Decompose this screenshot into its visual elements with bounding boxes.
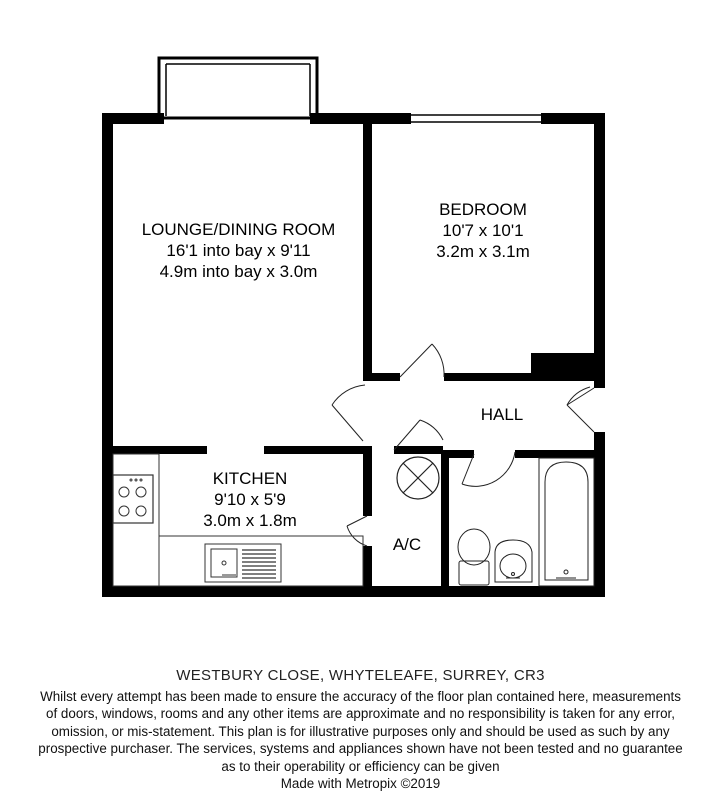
hob	[113, 475, 153, 523]
kitchen-imperial: 9'10 x 5'9	[214, 490, 286, 509]
bath-icon	[539, 458, 594, 586]
lounge-imperial: 16'1 into bay x 9'11	[166, 241, 311, 260]
drainer	[242, 550, 276, 578]
cylinder-icon	[397, 457, 439, 499]
kitchen-label	[160, 468, 340, 531]
bedroom-name: BEDROOM	[439, 200, 527, 219]
disclaimer-line: of doors, windows, rooms and any other items are approximate and no responsibility is taken for any error,	[46, 706, 675, 722]
property-address: WESTBURY CLOSE, WHYTELEAFE, SURREY, CR3	[176, 667, 545, 684]
kitchen-metric: 3.0m x 1.8m	[203, 511, 297, 530]
basin-icon	[495, 540, 532, 582]
bathroom-fixtures	[458, 458, 594, 586]
ac-label	[376, 534, 438, 555]
disclaimer-line: omission, or mis-statement. This plan is for illustrative purposes only and should be used as such by any	[51, 723, 670, 739]
bedroom-metric: 3.2m x 3.1m	[436, 242, 530, 261]
disclaimer-line: as to their operability or efficiency can be given	[221, 758, 500, 774]
worktop	[113, 454, 159, 586]
bedroom-imperial: 10'7 x 10'1	[442, 221, 524, 240]
lounge-label	[116, 219, 361, 282]
bedroom-label	[383, 199, 583, 262]
disclaimer-line: prospective purchaser. The services, systems and appliances shown have not been tested and no guarantee	[38, 741, 683, 757]
hall-name: HALL	[480, 405, 524, 424]
disclaimer	[0, 688, 721, 792]
bay-window	[159, 58, 317, 118]
kitchen-name: KITCHEN	[212, 469, 288, 488]
lounge-name: LOUNGE/DINING ROOM	[141, 220, 336, 239]
disclaimer-line: Whilst every attempt has been made to ensure the accuracy of the floor plan contained here, measurements	[40, 689, 681, 704]
hall-label	[462, 404, 542, 425]
bedroom-window	[411, 115, 541, 122]
toilet-icon	[458, 529, 490, 585]
hob-ring-icon	[119, 487, 129, 497]
ac-name: A/C	[392, 535, 422, 554]
lounge-metric: 4.9m into bay x 3.0m	[159, 262, 318, 281]
metropix-credit: Made with Metropix ©2019	[280, 776, 441, 792]
